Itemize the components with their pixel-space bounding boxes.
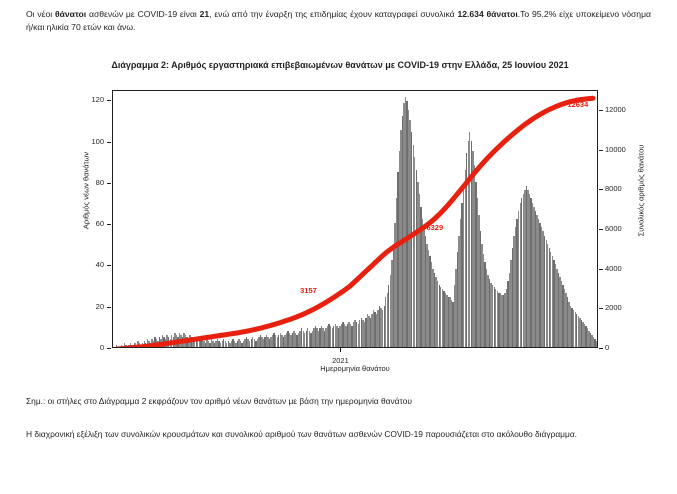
- intro-text-1: Οι νέοι: [26, 9, 55, 19]
- y-tick-right-2000: 2000: [605, 303, 622, 313]
- intro-text-2: ασθενών με COVID-19 είναι: [86, 9, 200, 19]
- y-tick-left-80: 80: [95, 177, 104, 187]
- plot-area: [112, 90, 598, 348]
- y-tickmark-left: [107, 183, 111, 184]
- y-tickmark-left: [107, 265, 111, 266]
- y-tickmark-right: [599, 189, 603, 190]
- annotation-12634: 12634: [567, 100, 589, 110]
- y-tickmark-right: [599, 229, 603, 230]
- y-tickmark-left: [107, 142, 111, 143]
- y-tick-left-120: 120: [91, 95, 104, 105]
- y-tick-left-100: 100: [91, 136, 104, 146]
- annotation-3157: 3157: [300, 286, 317, 296]
- y-axis-label-right: Συνολικός αριθμός θανάτου: [636, 144, 646, 237]
- x-axis-label: Ημερομηνία θανάτου: [320, 364, 390, 373]
- intro-text-3: , ενώ από την έναρξη της επιδημίας έχουν καταγραφεί συνολικά: [209, 9, 458, 19]
- y-tick-left-60: 60: [95, 219, 104, 229]
- x-tickmark: [340, 348, 341, 352]
- y-axis-label-left: Αριθμός νέων θανάτων: [81, 151, 91, 230]
- bar: [597, 343, 598, 347]
- note-followup: Η διαχρονική εξέλιξη των συνολικών κρουσμάτων και συνολικού αριθμού των θανάτων ασθενών COVID-19 παρουσιάζεται στο ακόλουθο διάγραμμα.: [26, 429, 577, 439]
- y-tickmark-right: [599, 269, 603, 270]
- annotation-6329: 6329: [426, 223, 444, 233]
- cumulative-line-series: [113, 91, 598, 348]
- y-tick-right-6000: 6000: [605, 223, 622, 233]
- note-bars: Σημ.: οι στήλες στο Διάγραμμα 2 εκφράζουν τον αριθμό νέων θανάτων με βάση την ημερομηνία θανάτου: [26, 396, 412, 406]
- chart-container: [26, 76, 651, 376]
- chart-title: Διάγραμμα 2: Αριθμός εργαστηριακά επιβεβαιωμένων θανάτων με COVID-19 στην Ελλάδα, 25 Ιουνίου 2021: [111, 60, 569, 70]
- intro-deaths-word: θάνατοι: [54, 9, 87, 19]
- y-tickmark-left: [107, 100, 111, 101]
- y-tickmark-right: [599, 110, 603, 111]
- cumulative-line-path: [117, 98, 593, 348]
- intro-text-4: .Το 95.2% είχε υποκείμενο νόσημα ή/και ηλικία 70 ετών και άνω.: [26, 9, 652, 33]
- y-tickmark-left: [107, 348, 111, 349]
- y-tickmark-right: [599, 308, 603, 309]
- y-tick-left-40: 40: [95, 260, 104, 270]
- intro-new-deaths-value: 21: [199, 9, 210, 19]
- y-tick-right-0: 0: [605, 343, 610, 352]
- y-tickmark-left: [107, 307, 111, 308]
- y-tick-right-12000: 12000: [605, 104, 626, 114]
- y-tick-right-4000: 4000: [605, 263, 622, 273]
- y-tick-left-0: 0: [99, 343, 104, 352]
- y-tickmark-right: [599, 348, 603, 349]
- intro-total-deaths-value: 12.634 θάνατοι: [457, 9, 518, 19]
- y-tick-left-20: 20: [95, 301, 104, 311]
- intro-paragraph: [26, 8, 651, 35]
- y-tickmark-left: [107, 224, 111, 225]
- y-tick-right-10000: 10000: [605, 144, 626, 154]
- y-tickmark-right: [599, 150, 603, 151]
- y-tick-right-8000: 8000: [605, 184, 622, 194]
- x-tick-2021: 2021: [332, 356, 349, 365]
